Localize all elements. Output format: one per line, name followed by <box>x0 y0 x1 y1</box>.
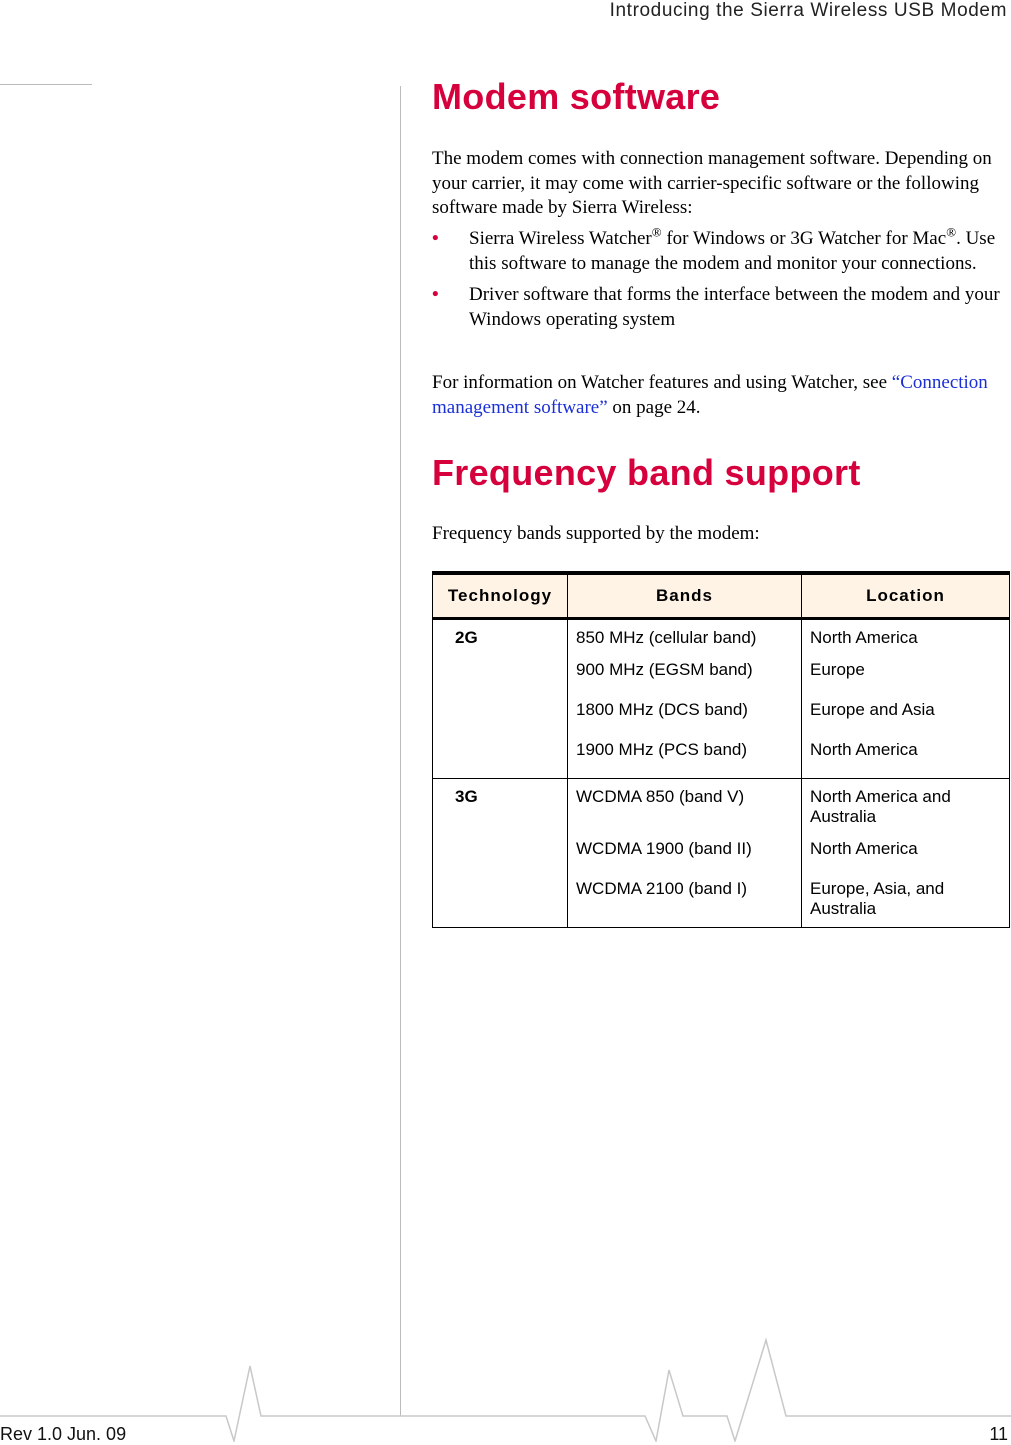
cell-location: North America <box>802 839 1010 879</box>
header-technology: Technology <box>433 573 568 619</box>
footer-page-number: 11 <box>989 1424 1008 1444</box>
top-rule-divider <box>0 84 92 85</box>
bullet-icon: • <box>432 284 439 305</box>
cell-location: Europe, Asia, and Australia <box>802 879 1010 928</box>
cell-technology <box>433 700 568 740</box>
table-row <box>433 740 1010 779</box>
bullet-icon: • <box>432 228 439 249</box>
header-bands: Bands <box>568 573 802 619</box>
table-header-row <box>433 573 1010 619</box>
cell-location: North America <box>802 740 1010 779</box>
cell-band: WCDMA 1900 (band II) <box>568 839 802 879</box>
table-row <box>433 839 1010 879</box>
frequency-band-table <box>432 571 1010 928</box>
cell-technology: 3G <box>433 779 568 840</box>
cell-technology <box>433 879 568 928</box>
table-row <box>433 779 1010 840</box>
footer-revision: Rev 1.0 Jun. 09 <box>0 1424 127 1444</box>
modem-software-intro: The modem comes with connection management software. Depending on your carrier, it may come with carrier-specific software or the following software made by Sierra Wireless: <box>432 148 992 218</box>
cell-band: 1800 MHz (DCS band) <box>568 700 802 740</box>
heading-modem-software: Modem software <box>432 76 721 117</box>
software-bullet-list <box>432 224 1007 339</box>
info-suffix: on page 24. <box>607 396 701 418</box>
registered-mark: ® <box>651 224 662 240</box>
watcher-info-paragraph <box>432 371 1007 420</box>
cell-band: 850 MHz (cellular band) <box>568 619 802 661</box>
cell-band: 900 MHz (EGSM band) <box>568 660 802 700</box>
frequency-intro: Frequency bands supported by the modem: <box>432 523 760 544</box>
cell-band: 1900 MHz (PCS band) <box>568 740 802 779</box>
cell-location: North America and Australia <box>802 779 1010 840</box>
cell-technology <box>433 839 568 879</box>
heading-frequency-band-support: Frequency band support <box>432 452 861 493</box>
info-prefix: For information on Watcher features and using Watcher, see <box>432 372 892 393</box>
margin-divider <box>400 86 401 1416</box>
bullet-text-part: . Use this software to manage the modem and monitor your connections. <box>469 228 996 274</box>
connection-management-link[interactable]: “Connection management software” <box>432 372 988 418</box>
running-header: Introducing the Sierra Wireless USB Modem <box>609 0 1007 21</box>
cell-technology <box>433 660 568 700</box>
header-location: Location <box>802 573 1010 619</box>
registered-mark: ® <box>946 224 957 240</box>
bullet-text: Driver software that forms the interface between the modem and your Windows operating system <box>469 284 1000 330</box>
table-row <box>433 660 1010 700</box>
cell-location: North America <box>802 619 1010 661</box>
cell-location: Europe <box>802 660 1010 700</box>
cell-band: WCDMA 2100 (band I) <box>568 879 802 928</box>
cell-location: Europe and Asia <box>802 700 1010 740</box>
cell-technology: 2G <box>433 619 568 661</box>
list-item <box>432 224 1007 276</box>
footer-wave-decoration <box>0 1330 1011 1442</box>
table-row <box>433 619 1010 661</box>
table-row <box>433 879 1010 928</box>
cell-technology <box>433 740 568 779</box>
bullet-text-part: Sierra Wireless Watcher <box>469 228 652 249</box>
table-row <box>433 700 1010 740</box>
bullet-text-part: for Windows or 3G Watcher for Mac <box>661 228 947 249</box>
list-item <box>432 283 1007 332</box>
cell-band: WCDMA 850 (band V) <box>568 779 802 840</box>
